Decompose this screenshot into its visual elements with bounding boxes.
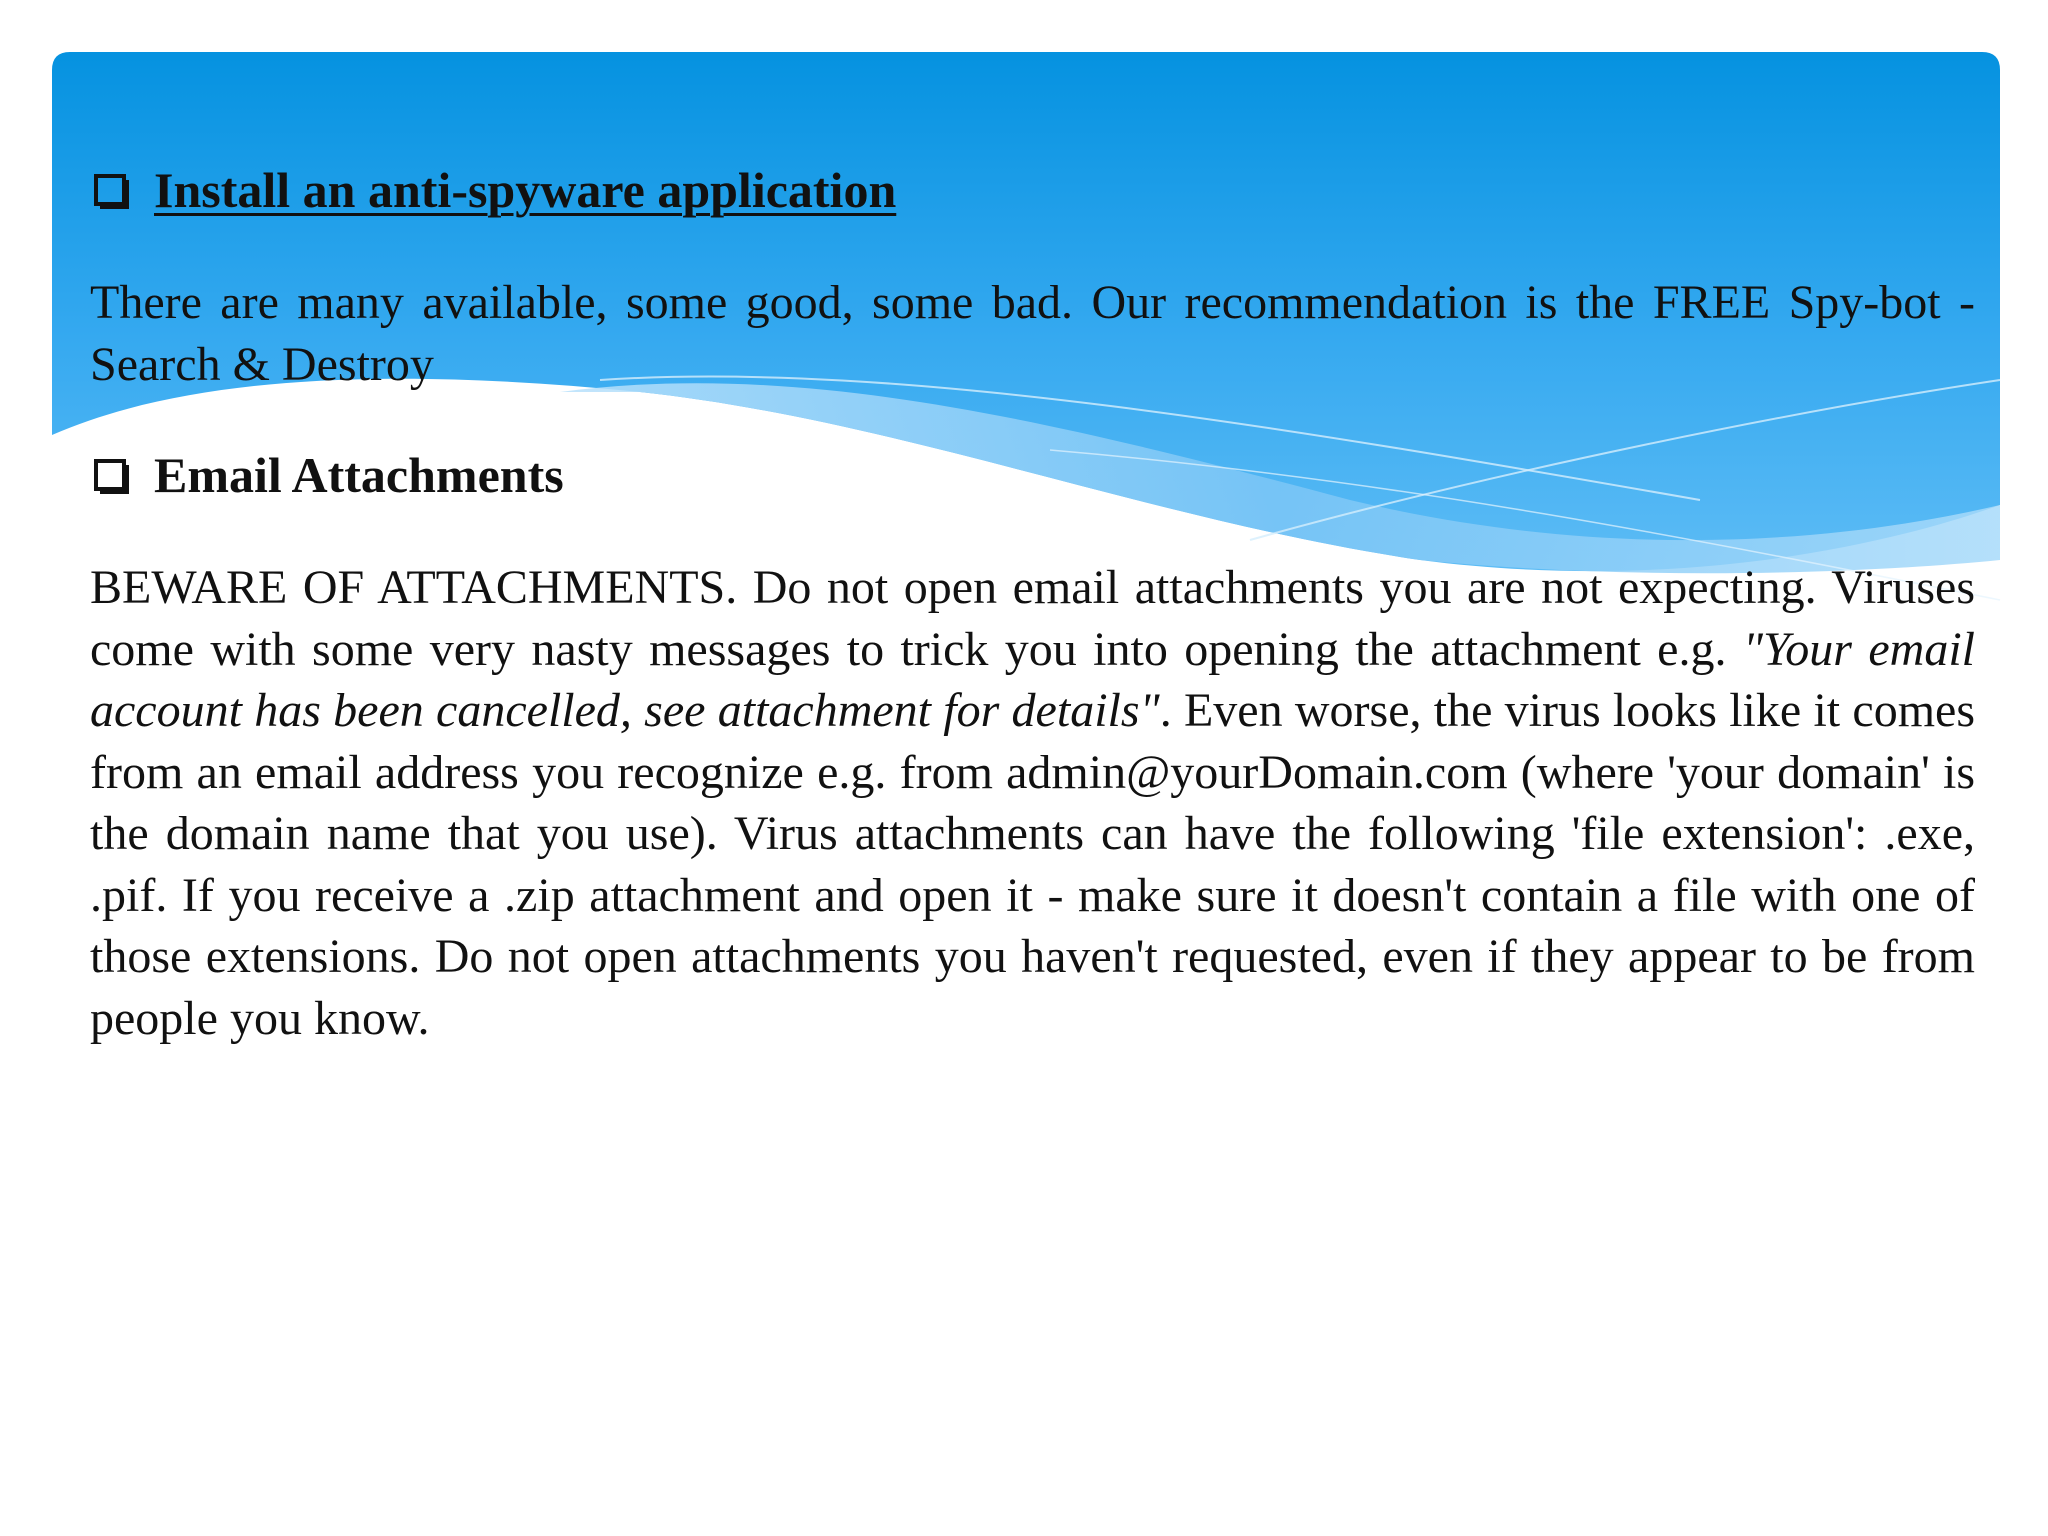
italic-example-message: "Your email account has been cancelled, see attachment for details" xyxy=(90,622,1975,737)
checkbox-icon xyxy=(94,459,126,491)
slide-content xyxy=(90,150,1975,1049)
paragraph-text: BEWARE OF ATTACHMENTS. Do not open email attachments you are not expecting. Viruses come with some very nasty messages to trick you into opening the attachment e.g. xyxy=(90,561,1975,676)
section-heading-anti-spyware xyxy=(90,150,1975,230)
email-attachments-paragraph xyxy=(90,557,1975,1049)
section-heading-email-attachments xyxy=(90,435,1975,515)
paragraph-text-continued: . Even worse, the virus looks like it comes from an email address you recognize e.g. from admin@yourDomain.com (where 'your domain' is the domain name that you use). Virus attachments can have the following 'file extension': .exe, .pif. If you receive a .zip attachment and open it - make sure it doesn't contain a file with one of those extensions. Do not open attachments you haven't requested, even if they appear to be from people you know. xyxy=(90,684,1976,1045)
heading-text: Install an anti-spyware application xyxy=(154,162,897,218)
heading-text: Email Attachments xyxy=(154,447,564,503)
anti-spyware-paragraph: There are many available, some good, some bad. Our recommendation is the FREE Spy-bot - Search & Destroy xyxy=(90,276,1975,391)
checkbox-icon xyxy=(94,174,126,206)
